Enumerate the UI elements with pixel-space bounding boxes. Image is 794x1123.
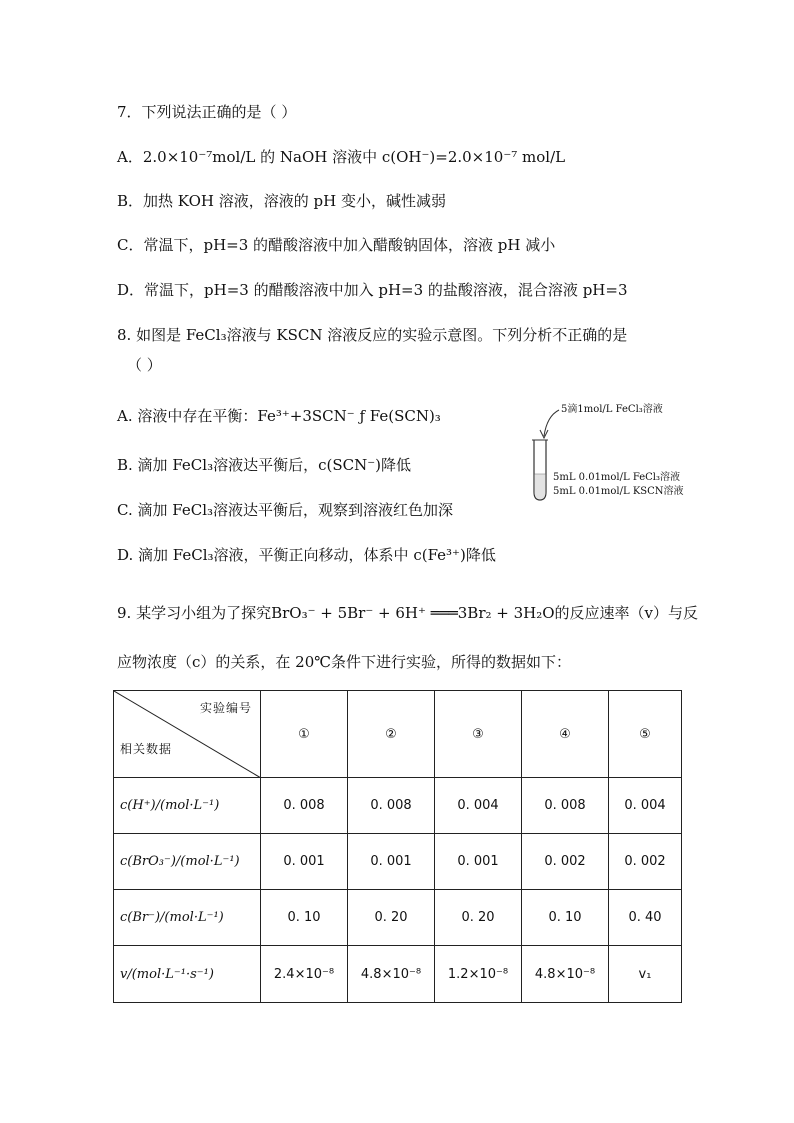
- drop-label: 5滴1mol/L FeCl₃溶液: [561, 404, 663, 415]
- q8-answer-paren: （ ）: [127, 356, 162, 374]
- q8-option-c: C. 滴加 FeCl₃溶液达平衡后，观察到溶液红色加深: [117, 501, 454, 519]
- q9-stem-line1: 9. 某学习小组为了探究BrO₃⁻ + 5Br⁻ + 6H⁺ ═══3Br₂ + 3H₂O的反应速率（v）与反: [117, 604, 699, 622]
- table-cell: 0. 004: [609, 778, 682, 834]
- table-cell: 4.8×10⁻⁸: [348, 946, 435, 1003]
- table-row: [114, 946, 682, 1003]
- q8-option-a: A. 溶液中存在平衡：Fe³⁺+3SCN⁻ ƒ Fe(SCN)₃: [117, 407, 441, 425]
- row-label: c(Br⁻)/(mol·L⁻¹): [114, 890, 261, 946]
- q7-option-d: D．常温下，pH=3 的醋酸溶液中加入 pH=3 的盐酸溶液，混合溶液 pH=3: [117, 281, 628, 299]
- column-header: ④: [522, 691, 609, 778]
- solution-label-kscn: 5mL 0.01mol/L KSCN溶液: [553, 486, 684, 497]
- table-cell: 0. 40: [609, 890, 682, 946]
- column-header: ①: [261, 691, 348, 778]
- corner-header-data: 相关数据: [120, 742, 173, 756]
- row-label: c(H⁺)/(mol·L⁻¹): [114, 778, 261, 834]
- test-tube-diagram: [525, 402, 725, 512]
- q7-option-a: A．2.0×10⁻⁷mol/L 的 NaOH 溶液中 c(OH⁻)=2.0×10⁻⁷ mol/L: [117, 148, 566, 166]
- q7-stem: 7．下列说法正确的是（ ）: [117, 103, 297, 121]
- solution-label-fecl3: 5mL 0.01mol/L FeCl₃溶液: [553, 472, 680, 483]
- data-table: [113, 690, 682, 1003]
- table-cell: 4.8×10⁻⁸: [522, 946, 609, 1003]
- table-cell: 0. 20: [348, 890, 435, 946]
- table-header-row: [114, 691, 682, 778]
- table-row: [114, 834, 682, 890]
- table-cell: 0. 008: [522, 778, 609, 834]
- q7-option-c: C．常温下，pH=3 的醋酸溶液中加入醋酸钠固体，溶液 pH 减小: [117, 236, 556, 254]
- table-corner-cell: [114, 691, 261, 778]
- table-cell: 0. 20: [435, 890, 522, 946]
- q8-option-b: B. 滴加 FeCl₃溶液达平衡后，c(SCN⁻)降低: [117, 456, 411, 474]
- q7-option-b: B．加热 KOH 溶液，溶液的 pH 变小，碱性减弱: [117, 192, 446, 210]
- table-cell: 0. 008: [261, 778, 348, 834]
- q8-option-d: D. 滴加 FeCl₃溶液，平衡正向移动，体系中 c(Fe³⁺)降低: [117, 546, 496, 564]
- table-cell: 0. 001: [261, 834, 348, 890]
- q9-stem-line2: 应物浓度（c）的关系，在 20℃条件下进行实验，所得的数据如下：: [117, 653, 572, 671]
- table-cell: 0. 001: [348, 834, 435, 890]
- table-cell: 1.2×10⁻⁸: [435, 946, 522, 1003]
- column-header: ③: [435, 691, 522, 778]
- q8-stem: 8. 如图是 FeCl₃溶液与 KSCN 溶液反应的实验示意图。下列分析不正确的是: [117, 326, 628, 344]
- table-row: [114, 890, 682, 946]
- table-cell: 0. 004: [435, 778, 522, 834]
- table-cell: v₁: [609, 946, 682, 1003]
- column-header: ②: [348, 691, 435, 778]
- corner-header-experiment: 实验编号: [199, 701, 252, 715]
- table-cell: 0. 002: [609, 834, 682, 890]
- row-label: c(BrO₃⁻)/(mol·L⁻¹): [114, 834, 261, 890]
- row-label: v/(mol·L⁻¹·s⁻¹): [114, 946, 261, 1003]
- table-row: [114, 778, 682, 834]
- table-cell: 0. 002: [522, 834, 609, 890]
- table-cell: 0. 10: [522, 890, 609, 946]
- table-cell: 0. 10: [261, 890, 348, 946]
- table-cell: 0. 001: [435, 834, 522, 890]
- column-header: ⑤: [609, 691, 682, 778]
- table-cell: 0. 008: [348, 778, 435, 834]
- table-cell: 2.4×10⁻⁸: [261, 946, 348, 1003]
